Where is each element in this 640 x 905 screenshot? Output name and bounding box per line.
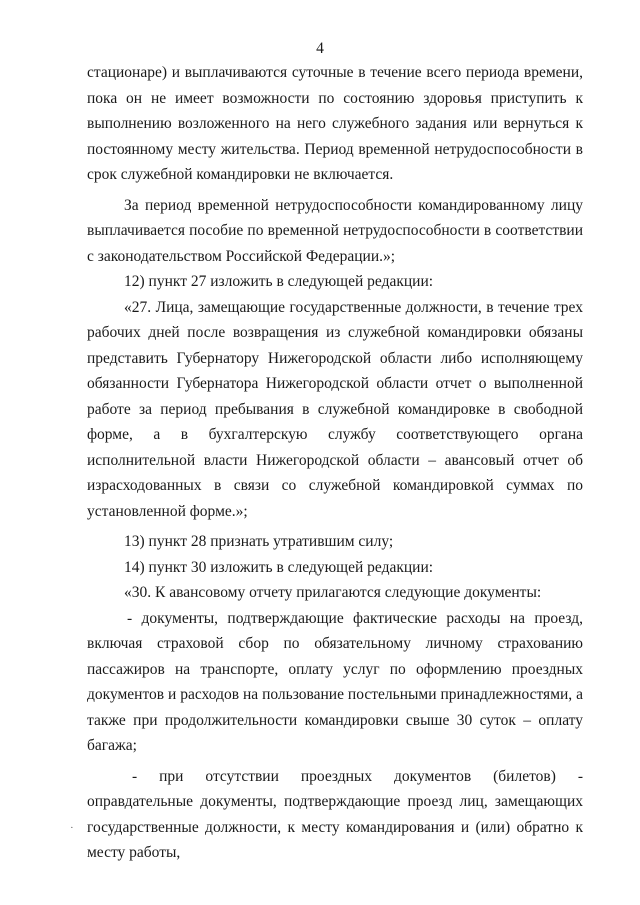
paragraph-item-13: 13) пункт 28 признать утратившим силу; xyxy=(124,533,394,550)
paragraph-continuation: стационаре) и выплачиваются суточные в течение всего периода времени, пока он не имеет возможности по состоянию здоровья приступить к выполнению возложенного на него служебного задания или вернуться к постоянному месту жительства. Период временной нетрудоспособности в срок служебной командировки не включается. xyxy=(87,64,583,183)
paragraph-item-12: 12) пункт 27 изложить в следующей редакции: xyxy=(124,273,434,290)
paragraph-sick-leave-benefit: За период временной нетрудоспособности командированному лицу выплачивается пособие по временной нетрудоспособности в соответствии с законодательством Российской Федерации.»; xyxy=(87,196,583,265)
list-item-missing-tickets: - при отсутствии проездных документов (билетов) - оправдательные документы, подтверждающие проезд лиц, замещающих государственные должности, к месту командирования и (или) обратно к месту работы, xyxy=(87,767,583,861)
margin-mark: · xyxy=(70,822,74,834)
list-item-travel-documents: - документы, подтверждающие фактические расходы на проезд, включая страховой сбор по обязательному личному страхованию пассажиров на транспорте, оплату услуг по оформлению проездных документов и расходов на пользование постельными принадлежностями, а также при продолжительности командировки свыше 30 суток – оплату багажа; xyxy=(87,609,583,754)
page-number: 4 xyxy=(316,40,324,57)
paragraph-item-14: 14) пункт 30 изложить в следующей редакции: xyxy=(124,558,434,576)
paragraph-clause-30: «30. К авансовому отчету прилагаются следующие документы: xyxy=(124,584,542,601)
document-body xyxy=(87,60,583,866)
paragraph-clause-27: «27. Лица, замещающие государственные должности, в течение трех рабочих дней после возвращения из служебной командировки обязаны представить Губернатору Нижегородской области либо исполняющему обязанности Губернатора Нижегородской области отчет о выполненной работе за период пребывания в служебной командировке в свободной форме, а в бухгалтерскую службу соответствующего органа исполнительной власти Нижегородской области – авансовый отчет об израсходованных в связи со служебной командировкой суммах по установленной форме.»; xyxy=(87,298,583,520)
